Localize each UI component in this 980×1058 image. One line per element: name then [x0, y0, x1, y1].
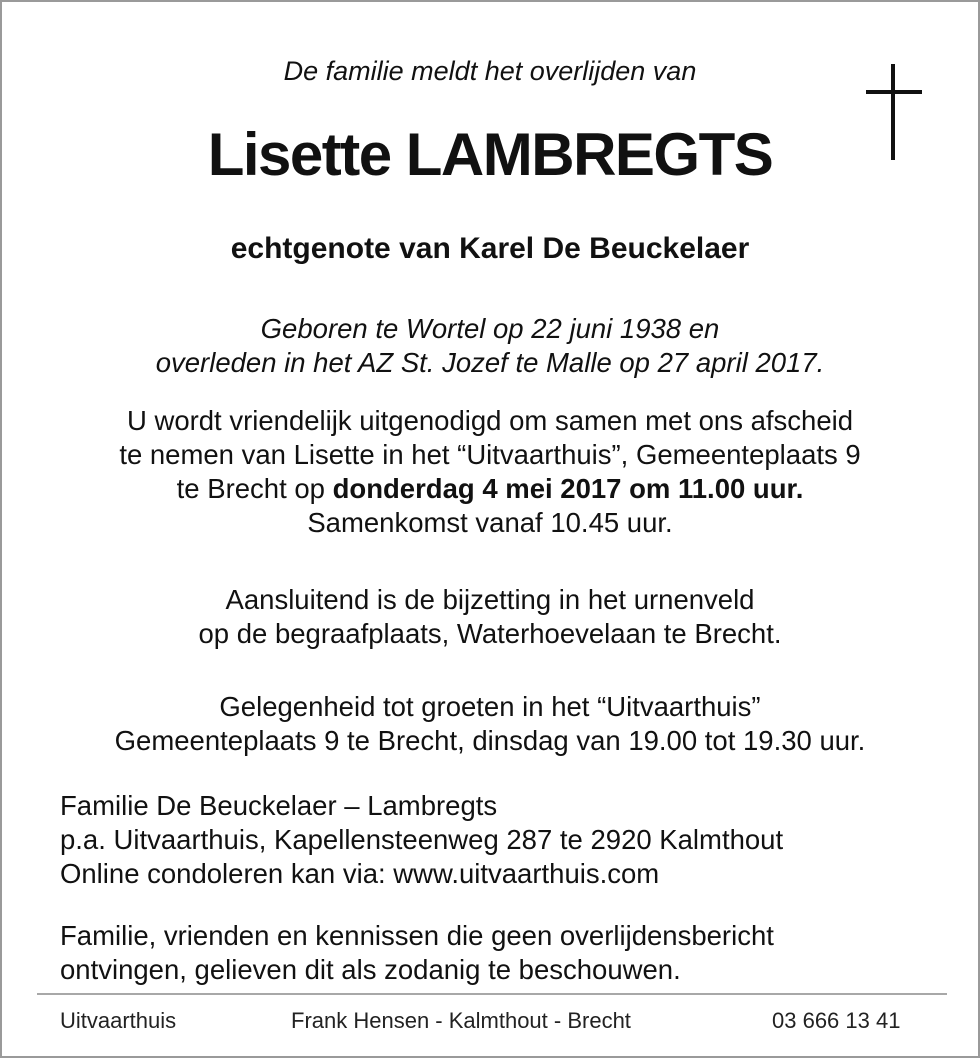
burial-line-2: op de begraafplaats, Waterhoevelaan te Brecht.: [198, 618, 782, 649]
greeting-block: [2, 690, 978, 758]
birth-death-block: [2, 312, 978, 380]
family-name-line: Familie De Beuckelaer – Lambregts: [60, 790, 498, 821]
invite-line-3-prefix: te Brecht op: [176, 473, 333, 504]
invite-line-2: te nemen van Lisette in het “Uitvaarthuis”, Gemeenteplaats 9: [119, 439, 861, 470]
greet-line-2: Gemeenteplaats 9 te Brecht, dinsdag van 19.00 tot 19.30 uur.: [114, 725, 866, 756]
footer-director: Frank Hensen - Kalmthout - Brecht: [291, 1008, 631, 1033]
notice-line-2: ontvingen, gelieven dit als zodanig te beschouwen.: [60, 954, 681, 985]
gathering-time: Samenkomst vanaf 10.45 uur.: [307, 507, 673, 538]
burial-line-1: Aansluitend is de bijzetting in het urnenveld: [225, 584, 755, 615]
notice-line-1: Familie, vrienden en kennissen die geen overlijdensbericht: [60, 920, 774, 951]
burial-block: [2, 583, 978, 651]
notice-block: [60, 919, 774, 987]
intro-text: De familie meldt het overlijden van: [283, 56, 697, 86]
ceremony-datetime: donderdag 4 mei 2017 om 11.00 uur.: [332, 473, 804, 504]
invitation-block: [2, 404, 978, 540]
contact-block: [60, 789, 783, 891]
invite-line-1: U wordt vriendelijk uitgenodigd om samen met ons afscheid: [126, 405, 854, 436]
online-condolence-line: Online condoleren kan via: www.uitvaarthuis.com: [60, 858, 660, 889]
footer-company: Uitvaarthuis: [60, 1008, 177, 1033]
deceased-name: Lisette LAMBREGTS: [207, 121, 773, 188]
address-line: p.a. Uitvaarthuis, Kapellensteenweg 287 te 2920 Kalmthout: [60, 824, 784, 855]
invite-line-3: [2, 472, 978, 506]
born-line: Geboren te Wortel op 22 juni 1938 en: [260, 313, 720, 344]
footer-phone: 03 666 13 41: [772, 1008, 901, 1033]
greet-line-1: Gelegenheid tot groeten in het “Uitvaarthuis”: [219, 691, 761, 722]
died-line: overleden in het AZ St. Jozef te Malle op 27 april 2017.: [155, 347, 825, 378]
spouse-line: echtgenote van Karel De Beuckelaer: [230, 232, 750, 265]
footer-divider: [37, 993, 947, 995]
